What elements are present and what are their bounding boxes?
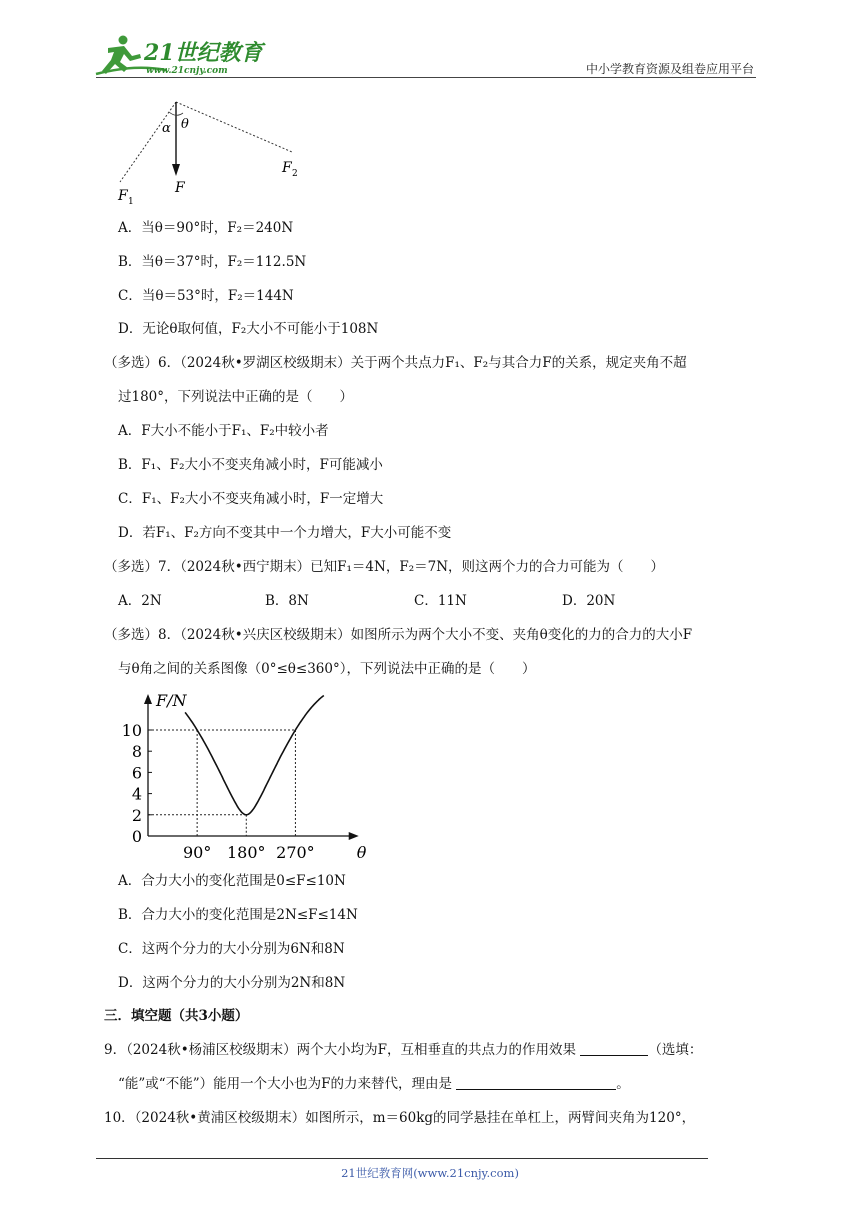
q9-blank-2[interactable] bbox=[456, 1075, 616, 1090]
y-tick-label: 0 bbox=[131, 827, 142, 846]
q9-text-a: 9．（2024秋•杨浦区校级期末）两个大小均为F，互相垂直的共点力的作用效果 bbox=[104, 1042, 577, 1058]
f-arrowhead-icon bbox=[172, 164, 180, 176]
q9-text-c: “能”或“不能”）能用一个大小也为F的力来替代，理由是 bbox=[118, 1076, 452, 1092]
x-tick-label: 270° bbox=[276, 843, 315, 862]
footer-rule bbox=[96, 1158, 708, 1159]
q6-stem-line2: 过180°，下列说法中正确的是（ ） bbox=[118, 389, 354, 405]
q6-option-a: A．F大小不能小于F₁、F₂中较小者 bbox=[118, 423, 329, 439]
q8-stem-line1: （多选）8．（2024秋•兴庆区校级期末）如图所示为两个大小不变、夹角θ变化的力的合力的大小F bbox=[104, 627, 693, 643]
platform-name: 中小学教育资源及组卷应用平台 bbox=[585, 62, 754, 76]
x-tick-label: 90° bbox=[182, 843, 212, 862]
header-rule bbox=[96, 77, 756, 78]
q7-option-d: D．20N bbox=[562, 593, 616, 609]
f2-line bbox=[176, 102, 292, 152]
q10-stem-line1: 10．（2024秋•黄浦区校级期末）如图所示，m＝60kg的同学悬挂在单杠上，两臂间夹角为120°， bbox=[104, 1110, 696, 1126]
f1-label: F bbox=[118, 188, 128, 204]
q6-option-b: B．F₁、F₂大小不变夹角减小时，F可能减小 bbox=[118, 457, 383, 473]
q7-option-c: C．11N bbox=[414, 593, 467, 609]
q9-text-d: 。 bbox=[616, 1076, 630, 1092]
q7-stem: （多选）7．（2024秋•西宁期末）已知F₁＝4N，F₂＝7N，则这两个力的合力可能为（ ） bbox=[104, 559, 665, 575]
q8-option-b: B．合力大小的变化范围是2N≤F≤14N bbox=[118, 907, 358, 923]
q9-text-b: （选填： bbox=[648, 1042, 703, 1058]
y-tick-label: 10 bbox=[121, 721, 142, 740]
f2-subscript: 2 bbox=[292, 169, 298, 179]
y-tick-label: 6 bbox=[131, 763, 142, 783]
x-axis-arrow-icon bbox=[349, 832, 359, 840]
f1-line bbox=[120, 102, 176, 182]
y-tick-label: 8 bbox=[131, 742, 142, 762]
f1-subscript: 1 bbox=[128, 197, 134, 207]
theta-label: θ bbox=[181, 117, 189, 132]
f2-label: F bbox=[282, 160, 292, 176]
section-title: 三．填空题（共3小题） bbox=[104, 1008, 249, 1024]
q8-option-c: C．这两个分力的大小分别为6N和8N bbox=[118, 941, 345, 957]
footer-text: 21世纪教育网(www.21cnjy.com) bbox=[341, 1166, 519, 1180]
logo-url: www.21cnjy.com bbox=[146, 66, 228, 76]
q5-option-a: A．当θ＝90°时，F₂＝240N bbox=[118, 220, 294, 236]
q7-option-a: A．2N bbox=[118, 593, 162, 609]
y-tick-label: 2 bbox=[131, 805, 142, 825]
logo-text: 21世纪教育 bbox=[144, 40, 263, 66]
q9-blank-1[interactable] bbox=[580, 1041, 648, 1056]
y-axis-label: F/N bbox=[156, 691, 187, 710]
logo bbox=[94, 34, 264, 78]
q6-option-c: C．F₁、F₂大小不变夹角减小时，F一定增大 bbox=[118, 491, 384, 507]
q7-option-b: B．8N bbox=[265, 593, 309, 609]
y-axis-arrow-icon bbox=[144, 694, 152, 704]
q6-option-d: D．若F₁、F₂方向不变其中一个力增大，F大小可能不变 bbox=[118, 525, 452, 541]
alpha-label: α bbox=[162, 121, 171, 136]
y-tick-label: 4 bbox=[131, 784, 142, 804]
force-diagram bbox=[108, 96, 308, 208]
q8-option-a: A．合力大小的变化范围是0≤F≤10N bbox=[118, 873, 346, 889]
q9-stem-line1 bbox=[104, 1041, 702, 1059]
q9-stem-line2 bbox=[118, 1075, 630, 1093]
q8-option-d: D．这两个分力的大小分别为2N和8N bbox=[118, 975, 346, 991]
series-curve bbox=[185, 696, 324, 815]
q5-option-b: B．当θ＝37°时，F₂＝112.5N bbox=[118, 254, 307, 270]
q5-option-d: D．无论θ取何值，F₂大小不可能小于108N bbox=[118, 321, 379, 337]
q6-stem-line1: （多选）6．（2024秋•罗湖区校级期末）关于两个共点力F₁、F₂与其合力F的关系，规定夹角不超 bbox=[104, 355, 687, 371]
f-label: F bbox=[175, 180, 185, 196]
f-theta-chart bbox=[110, 688, 367, 864]
x-tick-label: 180° bbox=[227, 843, 266, 862]
q5-option-c: C．当θ＝53°时，F₂＝144N bbox=[118, 288, 294, 304]
q8-stem-line2: 与θ角之间的关系图像（0°≤θ≤360°），下列说法中正确的是（ ） bbox=[118, 661, 536, 677]
x-axis-label: θ bbox=[356, 843, 367, 862]
